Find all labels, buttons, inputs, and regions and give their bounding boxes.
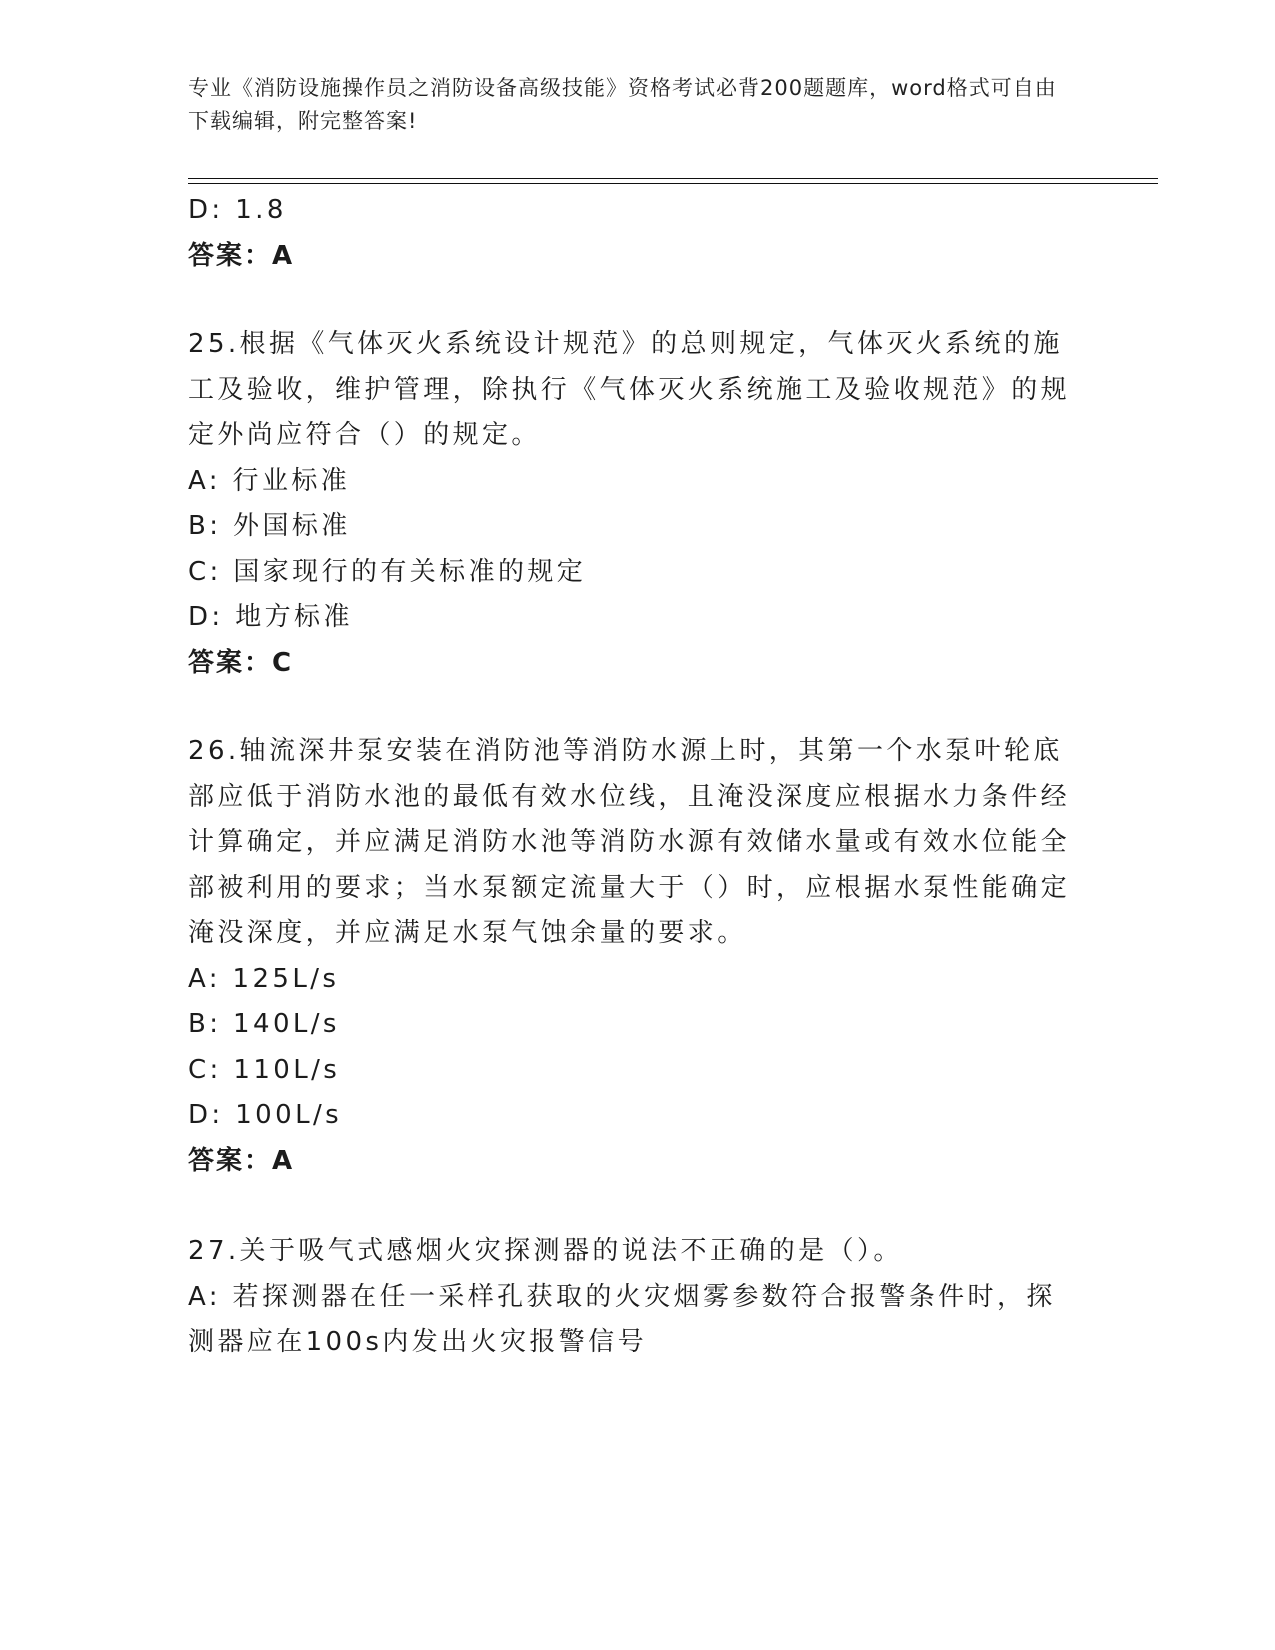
question-27-text: 27.关于吸气式感烟火灾探测器的说法不正确的是（）。 bbox=[188, 1236, 903, 1266]
question-25-answer: 答案：C bbox=[188, 647, 294, 678]
question-25-option-d: D: 地方标准 bbox=[188, 602, 353, 632]
prev-option-d: D: 1.8 bbox=[188, 195, 287, 225]
question-26-option-c: C: 110L/s bbox=[188, 1054, 341, 1085]
header-divider-top bbox=[188, 178, 1158, 179]
question-26-option-d: D: 100L/s bbox=[188, 1100, 343, 1130]
question-27 bbox=[188, 1229, 1088, 1366]
question-25-option-a: A: 行业标准 bbox=[188, 465, 351, 496]
question-27-option-a: A: 若探测器在任一采样孔获取的火灾烟雾参数符合报警条件时，探测器应在100s内发出火灾报警信号 bbox=[188, 1281, 1056, 1357]
question-25-option-b: B: 外国标准 bbox=[188, 511, 351, 541]
document-body bbox=[188, 188, 1088, 1366]
question-26-option-b: B: 140L/s bbox=[188, 1009, 340, 1039]
question-25-text: 25.根据《气体灭火系统设计规范》的总则规定，气体灭火系统的施工及验收，维护管理，除执行《气体灭火系统施工及验收规范》的规定外尚应符合（）的规定。 bbox=[188, 329, 1071, 450]
question-26 bbox=[188, 729, 1088, 1184]
question-25 bbox=[188, 322, 1088, 686]
question-25-option-c: C: 国家现行的有关标准的规定 bbox=[188, 556, 587, 587]
question-26-text: 26.轴流深井泵安装在消防池等消防水源上时，其第一个水泵叶轮底部应低于消防水池的最低有效水位线，且淹没深度应根据水力条件经计算确定，并应满足消防水池等消防水源有效储水量或有效水位能全部被利用的要求；当水泵额定流量大于（）时，应根据水泵性能确定淹没深度，并应满足水泵气蚀余量的要求。 bbox=[188, 736, 1071, 948]
page-header: 专业《消防设施操作员之消防设备高级技能》资格考试必背200题题库，word格式可自由下载编辑，附完整答案! bbox=[188, 76, 1057, 133]
question-26-option-a: A: 125L/s bbox=[188, 963, 340, 994]
header-divider-bottom bbox=[188, 183, 1158, 184]
prev-answer: 答案：A bbox=[188, 240, 295, 271]
question-26-answer: 答案：A bbox=[188, 1145, 295, 1176]
